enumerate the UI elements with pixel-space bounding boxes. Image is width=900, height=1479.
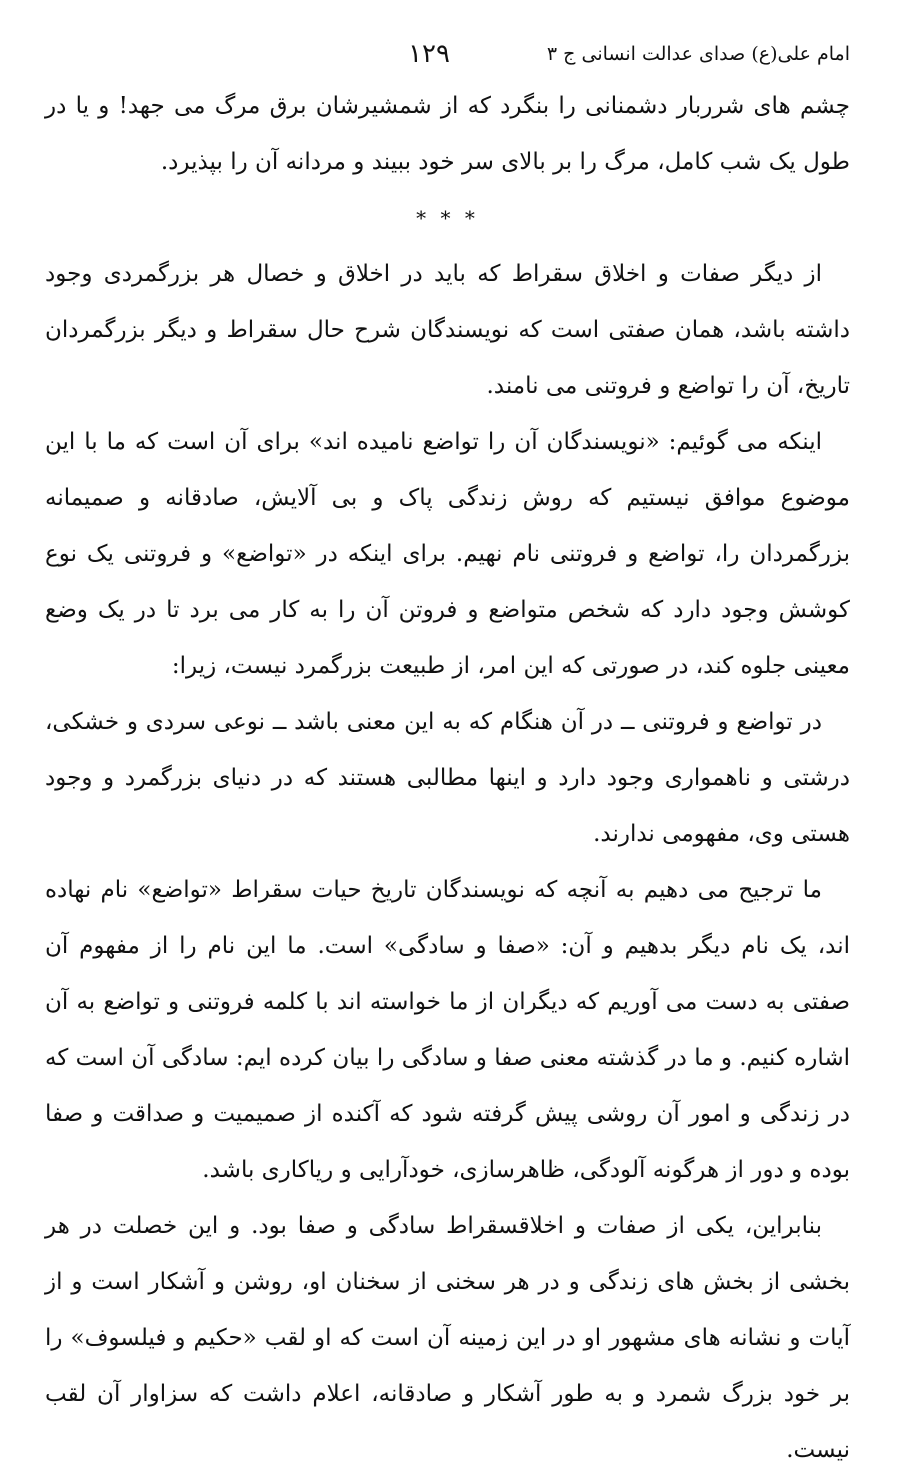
paragraph: از دیگر صفات و اخلاق سقراط که باید در اخلاق و خصال هر بزرگمردی وجود داشته باشد، همان صفتی است که نویسندگان شرح حال سقراط و دیگر بزرگمردان تاریخ، آن را تواضع و فروتنی می نامند. [45, 261, 850, 399]
running-header [50, 34, 850, 74]
body-text [45, 78, 850, 1478]
paragraph-continuation: چشم های شرربار دشمنانی را بنگرد که از شمشیرشان برق مرگ می جهد! و یا در طول یک شب کامل، مرگ را بر بالای سر خود ببیند و مردانه آن را بپذیرد. [45, 93, 850, 175]
paragraph: بنابراین، یکی از صفات و اخلاقسقراط سادگی و صفا بود. و این خصلت در هر بخشی از بخش های زندگی و در هر سخنی از سخنان او، روشن و آشکار است و از آیات و نشانه های مشهور او در این زمینه آن است که او لقب «حکیم و فیلسوف» را بر خود بزرگ شمرد و به طور آشکار و صادقانه، اعلام داشت که سزاوار آن لقب نیست. [45, 1213, 850, 1463]
book-title: امام علی(ع) صدای عدالت انسانی ج ۳ [546, 43, 850, 65]
paragraph: اینکه می گوئیم: «نویسندگان آن را تواضع نامیده اند» برای آن است که ما با این موضوع موافق نیستیم که روش زندگی پاک و بی آلایش، صادقانه و صمیمانه بزرگمردان را، تواضع و فروتنی نام نهیم. برای اینکه در «تواضع» و فروتنی یک نوع کوشش وجود دارد که شخص متواضع و فروتن آن را به کار می برد تا در یک وضع معینی جلوه کند، در صورتی که این امر، از طبیعت بزرگمرد نیست، زیرا: [45, 429, 850, 679]
paragraph: در تواضع و فروتنی ــ در آن هنگام که به این معنی باشد ــ نوعی سردی و خشکی، درشتی و ناهمواری وجود دارد و اینها مطالبی هستند که در دنیای بزرگمرد و وجود هستی وی، مفهومی ندارند. [45, 709, 850, 847]
page-number: ۱۲۹ [408, 39, 450, 69]
section-separator: * * * [416, 206, 479, 230]
paragraph: ما ترجیح می دهیم به آنچه که نویسندگان تاریخ حیات سقراط «تواضع» نام نهاده اند، یک نام دیگر بدهیم و آن: «صفا و سادگی» است. ما این نام را از مفهوم آن صفتی به دست می آوریم که دیگران از ما خواسته اند با کلمه فروتنی و تواضع به آن اشاره کنیم. و ما در گذشته معنی صفا و سادگی را بیان کرده ایم: سادگی آن است که در زندگی و امور آن روشی پیش گرفته شود که آکنده از صمیمیت و صداقت و صفا بوده و دور از هرگونه آلودگی، ظاهرسازی، خودآرایی و ریاکاری باشد. [45, 877, 850, 1183]
